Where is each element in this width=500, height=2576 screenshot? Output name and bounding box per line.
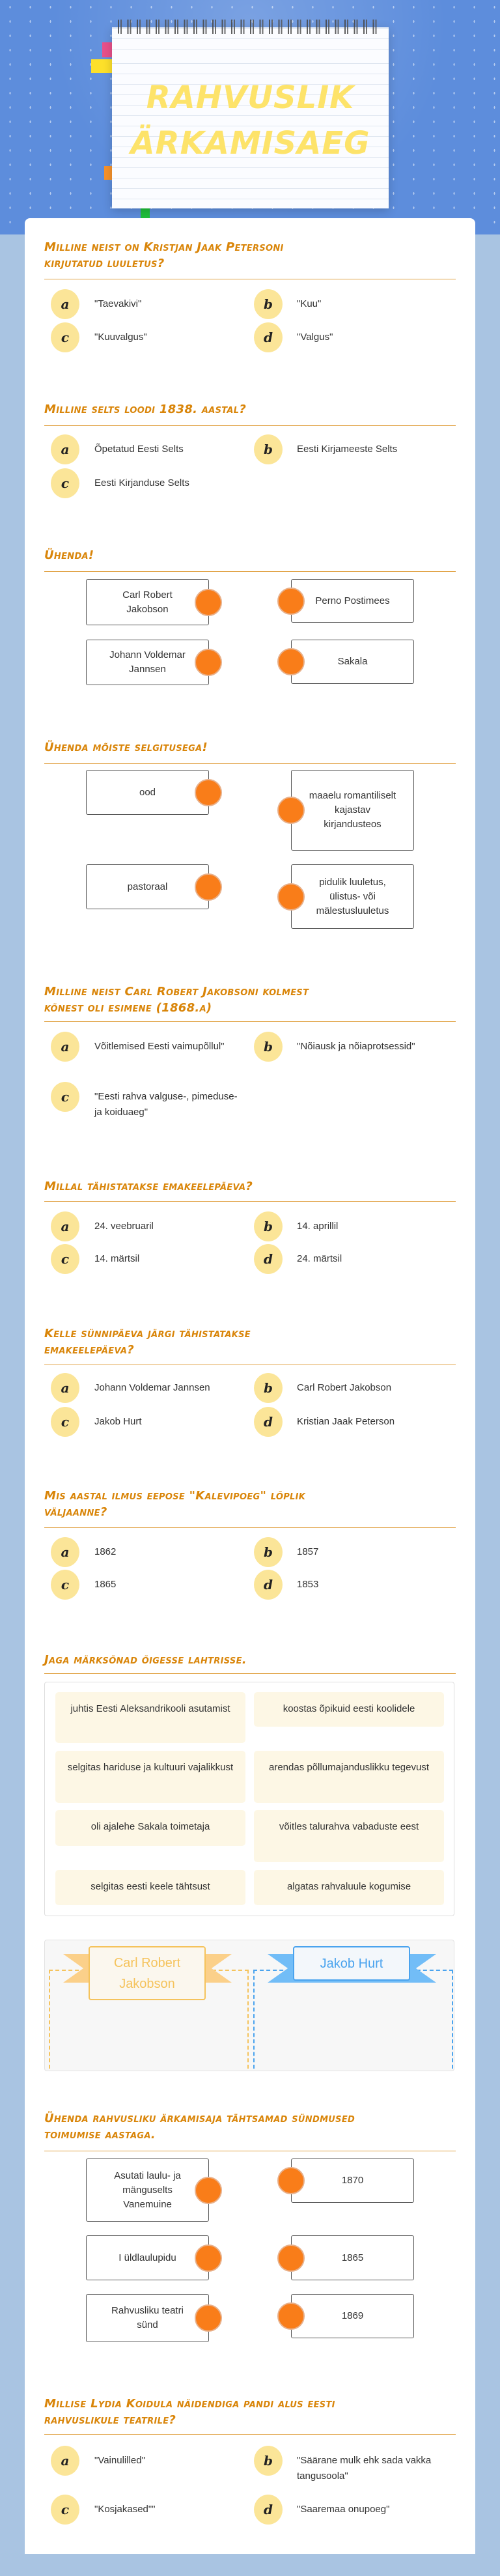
notebook-tab-green: [141, 207, 150, 219]
connector-handle[interactable]: [195, 649, 222, 676]
question-divider: [44, 1201, 456, 1202]
notebook-spiral: [118, 20, 382, 34]
option-letter-b[interactable]: b: [254, 1211, 283, 1241]
option-text[interactable]: Carl Robert Jakobson: [297, 1382, 392, 1393]
draggable-keyword[interactable]: algatas rahvaluule kogumise: [254, 1870, 444, 1905]
question-divider: [44, 1527, 456, 1528]
page-title-line1: RAHVUSLIK: [146, 79, 355, 116]
option-letter-c[interactable]: c: [51, 468, 79, 498]
notebook-illustration: [112, 27, 389, 208]
draggable-keyword[interactable]: koostas õpikuid eesti koolidele: [254, 1692, 444, 1727]
match-left-item[interactable]: Asutati laulu- ja mänguselts Vanemuine: [86, 2158, 209, 2222]
option-text[interactable]: 24. veebruaril: [94, 1221, 154, 1232]
page-title-line2: ÄRKAMISAEG: [130, 125, 370, 162]
option-text[interactable]: "Eesti rahva valguse-, pimeduse- ja koiduaeg": [94, 1091, 238, 1118]
option-letter-b[interactable]: b: [254, 434, 283, 464]
option-letter-b[interactable]: b: [254, 289, 283, 319]
question-title: Millal tähistatakse emakeelepäeva?: [44, 1180, 253, 1193]
option-text[interactable]: Võitlemised Eesti vaimupõllul": [94, 1041, 225, 1052]
option-letter-b[interactable]: b: [254, 1373, 283, 1403]
connector-handle[interactable]: [195, 2244, 222, 2272]
question-title: Millise Lydia Koidula näidendiga pandi alus eesti rahvuslikule teatrile?: [44, 2397, 335, 2427]
option-text[interactable]: "Saaremaa onupoeg": [297, 2504, 390, 2515]
option-text[interactable]: "Taevakivi": [94, 298, 142, 309]
draggable-keyword[interactable]: arendas põllumajanduslikku tegevust: [254, 1751, 444, 1803]
option-text[interactable]: Jakob Hurt: [94, 1416, 142, 1427]
question-divider: [44, 763, 456, 764]
option-letter-a[interactable]: a: [51, 1373, 79, 1403]
match-left-item[interactable]: I üldlaulupidu: [86, 2235, 209, 2280]
connector-handle[interactable]: [195, 779, 222, 806]
question-title: Milline selts loodi 1838. aastal?: [44, 403, 247, 416]
question-divider: [44, 2434, 456, 2435]
question-title: Ühenda!: [44, 548, 94, 562]
match-right-item[interactable]: 1869: [291, 2294, 414, 2338]
notebook-tab-yellow: [91, 59, 113, 73]
option-text[interactable]: 24. märtsil: [297, 1253, 342, 1264]
option-text[interactable]: "Säärane mulk ehk sada vakka tangusoola": [297, 2455, 432, 2482]
draggable-keyword[interactable]: selgitas hariduse ja kultuuri vajalikkust: [55, 1751, 245, 1803]
option-text[interactable]: Kristian Jaak Peterson: [297, 1416, 395, 1427]
option-letter-c[interactable]: c: [51, 1082, 79, 1112]
option-text[interactable]: 14. aprillil: [297, 1221, 339, 1232]
option-letter-d[interactable]: d: [254, 1407, 283, 1437]
draggable-keyword[interactable]: oli ajalehe Sakala toimetaja: [55, 1810, 245, 1846]
draggable-keyword[interactable]: juhtis Eesti Aleksandrikooli asutamist: [55, 1692, 245, 1743]
option-letter-c[interactable]: c: [51, 322, 79, 352]
option-letter-c[interactable]: c: [51, 1570, 79, 1600]
question-divider: [44, 1021, 456, 1022]
question-title: Milline neist Carl Robert Jakobsoni kolmest kõnest oli esimene (1868.a): [44, 985, 309, 1015]
option-letter-c[interactable]: c: [51, 1407, 79, 1437]
match-left-item[interactable]: ood: [86, 770, 209, 815]
question-divider: [44, 425, 456, 426]
category-label: Jakob Hurt: [293, 1946, 410, 1981]
connector-handle[interactable]: [277, 2244, 305, 2272]
category-drop-zone[interactable]: [253, 1970, 453, 2069]
connector-handle[interactable]: [277, 587, 305, 615]
option-text[interactable]: "Valgus": [297, 332, 333, 343]
option-letter-b[interactable]: b: [254, 2446, 283, 2476]
draggable-keyword[interactable]: võitles talurahva vabaduste eest: [254, 1810, 444, 1862]
match-left-item[interactable]: pastoraal: [86, 864, 209, 909]
match-left-item[interactable]: Carl Robert Jakobson: [86, 579, 209, 625]
notebook-tab-pink: [102, 42, 113, 57]
connector-handle[interactable]: [195, 2304, 222, 2332]
category-label: Carl Robert Jakobson: [89, 1946, 206, 2000]
connector-handle[interactable]: [277, 797, 305, 824]
match-right-item[interactable]: Perno Postimees: [291, 579, 414, 623]
question-title: Mis aastal ilmus eepose "Kalevipoeg" lõplik väljaanne?: [44, 1489, 306, 1519]
match-left-item[interactable]: Johann Voldemar Jannsen: [86, 640, 209, 685]
option-text[interactable]: Õpetatud Eesti Selts: [94, 444, 184, 455]
option-text[interactable]: "Nõiausk ja nõiaprotsessid": [297, 1041, 415, 1052]
question-title: Jaga märksõnad õigesse lahtrisse.: [44, 1653, 247, 1667]
match-right-item[interactable]: 1865: [291, 2235, 414, 2280]
option-letter-a[interactable]: a: [51, 1537, 79, 1567]
option-letter-d[interactable]: d: [254, 1570, 283, 1600]
question-title: Kelle sünnipäeva järgi tähistatakse emakeelepäeva?: [44, 1327, 251, 1357]
question-title: Ühenda mõiste selgitusega!: [44, 741, 208, 754]
option-text[interactable]: 1865: [94, 1579, 117, 1590]
match-left-item[interactable]: Rahvusliku teatri sünd: [86, 2294, 209, 2342]
connector-handle[interactable]: [195, 2177, 222, 2204]
option-letter-a[interactable]: a: [51, 434, 79, 464]
option-text[interactable]: 14. märtsil: [94, 1253, 140, 1264]
question-divider: [44, 1673, 456, 1674]
option-letter-d[interactable]: d: [254, 2495, 283, 2525]
match-right-item[interactable]: 1870: [291, 2158, 414, 2203]
connector-handle[interactable]: [277, 883, 305, 911]
connector-handle[interactable]: [195, 873, 222, 901]
option-letter-d[interactable]: d: [254, 322, 283, 352]
option-text[interactable]: "Vainulilled": [94, 2455, 145, 2466]
option-letter-a[interactable]: a: [51, 2446, 79, 2476]
option-letter-c[interactable]: c: [51, 2495, 79, 2525]
draggable-keyword[interactable]: selgitas eesti keele tähtsust: [55, 1870, 245, 1905]
match-right-item[interactable]: pidulik luuletus, ülistus- või mälestusluuletus: [291, 864, 414, 929]
match-right-item[interactable]: Sakala: [291, 640, 414, 684]
connector-handle[interactable]: [277, 2167, 305, 2194]
connector-handle[interactable]: [277, 648, 305, 675]
match-right-item[interactable]: maaelu romantiliselt kajastav kirjandusteos: [291, 770, 414, 851]
option-letter-b[interactable]: b: [254, 1032, 283, 1062]
option-text[interactable]: Johann Voldemar Jannsen: [94, 1382, 210, 1393]
option-text[interactable]: "Kuu": [297, 298, 322, 309]
question-divider: [44, 571, 456, 572]
option-letter-a[interactable]: a: [51, 1211, 79, 1241]
option-text[interactable]: 1862: [94, 1546, 117, 1557]
option-text[interactable]: "Kosjakased"": [94, 2504, 156, 2515]
option-text[interactable]: 1853: [297, 1579, 319, 1590]
option-text[interactable]: Eesti Kirjameeste Selts: [297, 444, 398, 455]
question-title: Ühenda rahvusliku ärkamisaja tähtsamad sündmused toimumise aastaga.: [44, 2112, 355, 2142]
option-letter-a[interactable]: a: [51, 1032, 79, 1062]
option-letter-b[interactable]: b: [254, 1537, 283, 1567]
connector-handle[interactable]: [277, 2302, 305, 2330]
option-text[interactable]: 1857: [297, 1546, 319, 1557]
option-letter-a[interactable]: a: [51, 289, 79, 319]
option-letter-c[interactable]: c: [51, 1244, 79, 1274]
option-letter-d[interactable]: d: [254, 1244, 283, 1274]
option-text[interactable]: Eesti Kirjanduse Selts: [94, 477, 189, 488]
option-text[interactable]: "Kuuvalgus": [94, 332, 147, 343]
question-title: Milline neist on Kristjan Jaak Petersoni kirjutatud luuletus?: [44, 240, 284, 270]
connector-handle[interactable]: [195, 589, 222, 616]
